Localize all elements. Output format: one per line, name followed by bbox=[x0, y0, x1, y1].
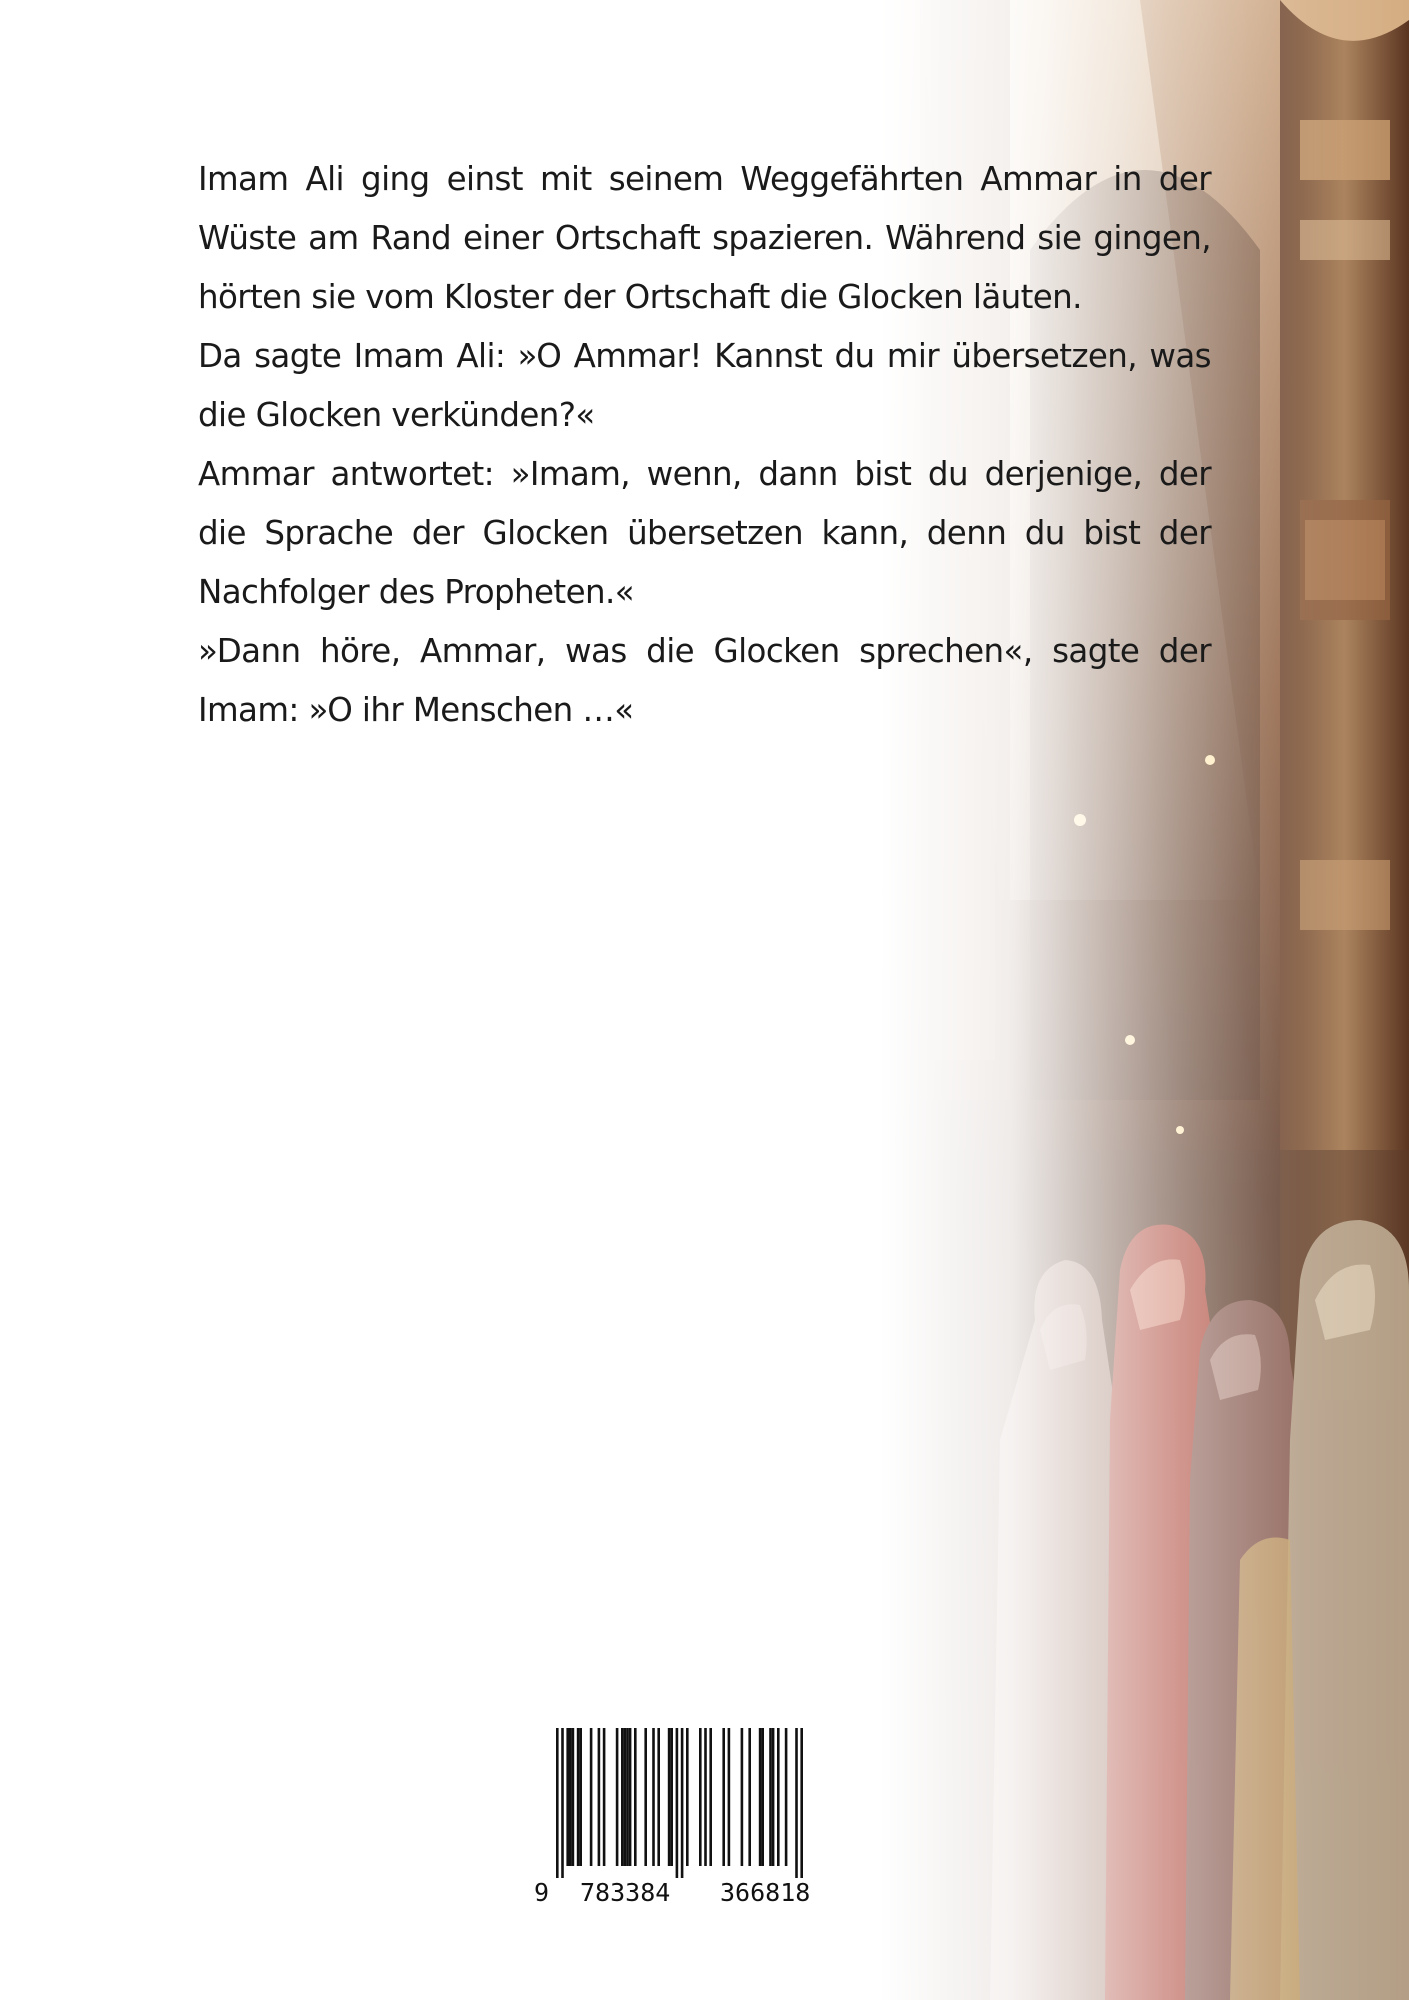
barcode-bar bbox=[748, 1728, 751, 1866]
barcode-bar bbox=[699, 1728, 702, 1866]
barcode-bar bbox=[772, 1728, 775, 1866]
barcode-bar bbox=[644, 1728, 647, 1866]
barcode-bar bbox=[728, 1728, 731, 1866]
barcode-bar bbox=[741, 1728, 744, 1866]
barcode-bar bbox=[572, 1728, 575, 1866]
barcode-bar bbox=[629, 1728, 632, 1866]
blurb-paragraph: »Dann höre, Ammar, was die Glocken sprechen«, sagte der Imam: »O ihr Menschen …« bbox=[198, 632, 1211, 729]
barcode-bar bbox=[704, 1728, 707, 1866]
back-cover-blurb bbox=[198, 150, 1211, 740]
barcode-bar bbox=[681, 1728, 684, 1878]
barcode-bar bbox=[777, 1728, 780, 1866]
isbn-right-group: 366818 bbox=[720, 1878, 811, 1907]
barcode-bar bbox=[785, 1728, 788, 1866]
barcode-bar bbox=[626, 1728, 629, 1866]
barcode-bar bbox=[621, 1728, 624, 1866]
isbn-digits bbox=[534, 1878, 856, 1908]
barcode-bar bbox=[759, 1728, 762, 1866]
barcode-bar bbox=[603, 1728, 606, 1866]
blurb-paragraph: Ammar antwortet: »Imam, wenn, dann bist du derjenige, der die Sprache der Glocken übersetzen kann, denn du bist der Nachfolger des Propheten.« bbox=[198, 455, 1211, 611]
barcode-bar bbox=[722, 1728, 725, 1866]
barcode-bar bbox=[590, 1728, 593, 1866]
barcode-bar bbox=[670, 1728, 673, 1866]
isbn-first-digit: 9 bbox=[534, 1878, 550, 1907]
barcode-bar bbox=[657, 1728, 660, 1866]
isbn-barcode bbox=[534, 1728, 856, 1910]
barcode-bar bbox=[686, 1728, 689, 1866]
barcode-bar bbox=[598, 1728, 601, 1866]
barcode-bar bbox=[795, 1728, 798, 1878]
barcode-bar bbox=[579, 1728, 582, 1866]
barcode-bar bbox=[676, 1728, 679, 1878]
barcode-bar bbox=[652, 1728, 655, 1866]
barcode-bar bbox=[577, 1728, 580, 1866]
barcode-bars bbox=[534, 1728, 856, 1878]
barcode-bar bbox=[569, 1728, 572, 1866]
barcode-bar bbox=[668, 1728, 671, 1866]
barcode-bar bbox=[556, 1728, 559, 1878]
barcode-bar bbox=[634, 1728, 637, 1866]
barcode-bar bbox=[616, 1728, 619, 1866]
barcode-bar bbox=[566, 1728, 569, 1866]
barcode-bar bbox=[709, 1728, 712, 1866]
blurb-paragraph: Da sagte Imam Ali: »O Ammar! Kannst du mir übersetzen, was die Glocken verkünden?« bbox=[198, 337, 1211, 434]
barcode-bar bbox=[761, 1728, 764, 1866]
barcode-bar bbox=[624, 1728, 627, 1866]
barcode-bar bbox=[561, 1728, 564, 1878]
blurb-paragraph: Imam Ali ging einst mit seinem Weggefährten Ammar in der Wüste am Rand einer Ortschaft spazieren. Während sie gingen, hörten sie vom Kloster der Ortschaft die Glocken läuten. bbox=[198, 160, 1211, 316]
barcode-bar bbox=[800, 1728, 803, 1878]
isbn-left-group: 783384 bbox=[580, 1878, 671, 1907]
barcode-bar bbox=[769, 1728, 772, 1866]
